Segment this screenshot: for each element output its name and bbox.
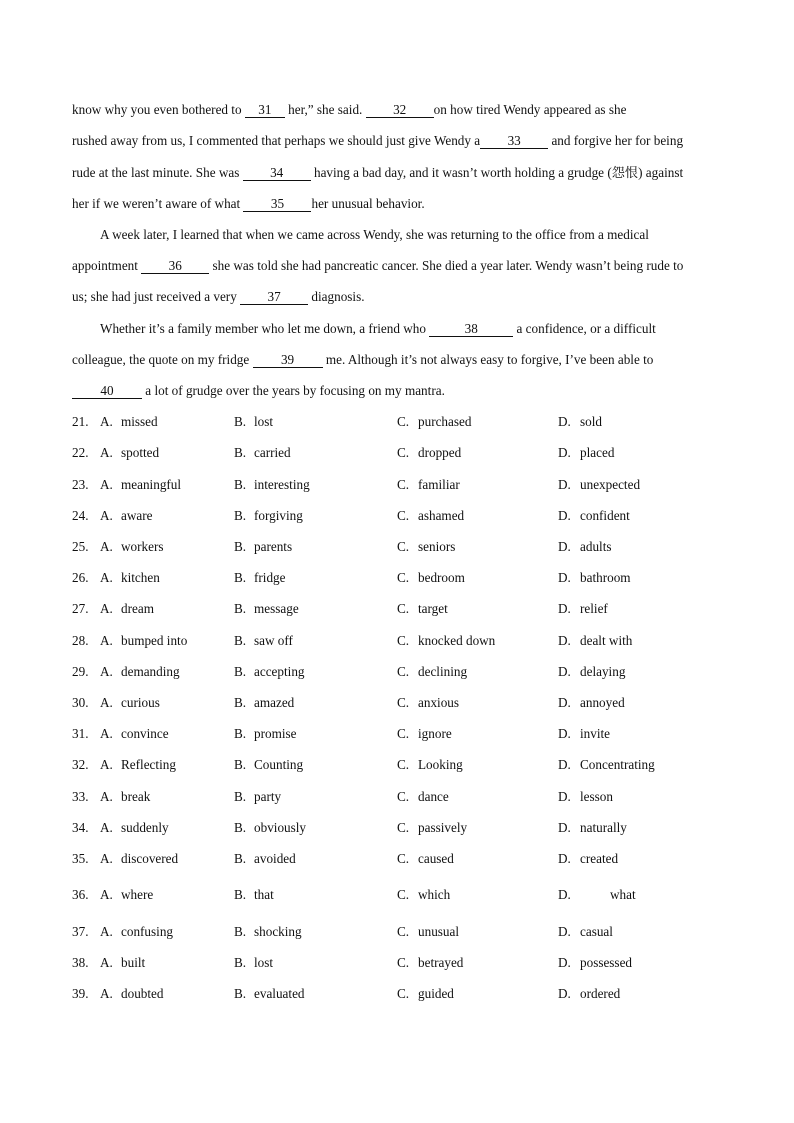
question-row [72,601,752,617]
option-a: kitchen [121,570,160,585]
option-b: that [254,887,274,902]
passage-text: rude at the last minute. She was [72,165,243,180]
option-letter-c: C. [397,757,410,772]
option-a: meaningful [121,477,182,492]
option-letter-a: A. [100,570,113,585]
option-letter-b: B. [234,414,247,429]
option-letter-d: D. [558,887,571,902]
option-letter-d: D. [558,570,571,585]
passage-line [72,102,626,118]
option-letter-b: B. [234,726,247,741]
option-letter-a: A. [100,601,113,616]
blank-37: 37 [240,290,308,305]
passage-text: me. Although it’s not always easy to forgive, I’ve been able to [322,352,654,367]
question-number: 36. [72,887,89,902]
option-d: relief [580,601,608,616]
option-c: target [418,601,448,616]
option-letter-c: C. [397,955,410,970]
option-letter-a: A. [100,757,113,772]
option-letter-d: D. [558,445,571,460]
option-letter-b: B. [234,445,247,460]
option-letter-d: D. [558,633,571,648]
question-number: 33. [72,789,89,804]
option-a: missed [121,414,158,429]
option-letter-a: A. [100,477,113,492]
passage-text: having a bad day, and it wasn’t worth holding a grudge (怨恨) against [310,165,684,180]
option-letter-b: B. [234,695,247,710]
option-letter-d: D. [558,477,571,492]
option-letter-a: A. [100,924,113,939]
option-letter-b: B. [234,851,247,866]
option-a: bumped into [121,633,188,648]
passage-text: her,” she said. [284,102,366,117]
question-row [72,539,752,555]
option-b: party [254,789,282,804]
option-letter-b: B. [234,955,247,970]
option-d: naturally [580,820,627,835]
blank-40: 40 [72,384,142,399]
option-b: evaluated [254,986,305,1001]
option-d: annoyed [580,695,625,710]
option-letter-d: D. [558,924,571,939]
option-a: discovered [121,851,179,866]
option-a: Reflecting [121,757,176,772]
option-a: convince [121,726,169,741]
question-row [72,955,752,971]
question-row [72,851,752,867]
option-letter-b: B. [234,539,247,554]
option-a: spotted [121,445,160,460]
option-letter-a: A. [100,986,113,1001]
option-letter-d: D. [558,820,571,835]
question-number: 35. [72,851,89,866]
passage-text: and forgive her for being [548,133,684,148]
question-row [72,633,752,649]
option-b: shocking [254,924,302,939]
option-d: ordered [580,986,621,1001]
option-letter-c: C. [397,570,410,585]
option-letter-c: C. [397,633,410,648]
option-a: aware [121,508,153,523]
option-letter-c: C. [397,445,410,460]
blank-39: 39 [253,353,323,368]
option-c: betrayed [418,955,464,970]
option-c: unusual [418,924,460,939]
option-letter-c: C. [397,601,410,616]
option-letter-a: A. [100,445,113,460]
option-letter-b: B. [234,986,247,1001]
passage-text: diagnosis. [308,289,365,304]
option-letter-a: A. [100,789,113,804]
option-d: invite [580,726,611,741]
blank-32: 32 [366,103,434,118]
question-row [72,820,752,836]
option-b: obviously [254,820,307,835]
passage-text: she was told she had pancreatic cancer. She died a year later. Wendy wasn’t being rude to [209,258,684,273]
passage-text: rushed away from us, I commented that perhaps we should just give Wendy a [72,133,481,148]
option-letter-d: D. [558,986,571,1001]
option-letter-a: A. [100,820,113,835]
option-b: forgiving [254,508,303,523]
option-letter-d: D. [558,695,571,710]
option-letter-c: C. [397,414,410,429]
option-c: Looking [418,757,463,772]
option-letter-c: C. [397,726,410,741]
option-b: carried [254,445,291,460]
option-letter-c: C. [397,789,410,804]
option-letter-c: C. [397,986,410,1001]
option-letter-d: D. [558,789,571,804]
question-number: 24. [72,508,89,523]
option-letter-a: A. [100,695,113,710]
passage-line [100,227,649,243]
question-row [72,887,752,903]
passage-line [100,321,656,337]
blank-33: 33 [480,134,548,149]
option-letter-b: B. [234,477,247,492]
option-letter-a: A. [100,508,113,523]
option-d: dealt with [580,633,633,648]
option-letter-c: C. [397,820,410,835]
option-b: message [254,601,299,616]
question-row [72,477,752,493]
option-letter-a: A. [100,726,113,741]
option-d: what [610,887,636,902]
blank-36: 36 [141,259,209,274]
option-c: anxious [418,695,460,710]
passage-line [72,383,445,399]
option-d: adults [580,539,612,554]
question-number: 39. [72,986,89,1001]
option-letter-a: A. [100,887,113,902]
passage-text: her if we weren’t aware of what [72,196,244,211]
option-c: which [418,887,451,902]
question-row [72,726,752,742]
option-letter-b: B. [234,757,247,772]
option-letter-d: D. [558,539,571,554]
question-number: 29. [72,664,89,679]
question-number: 32. [72,757,89,772]
option-letter-c: C. [397,924,410,939]
option-letter-c: C. [397,477,410,492]
question-row [72,445,752,461]
option-letter-d: D. [558,851,571,866]
passage-line [72,165,683,181]
passage-text: a lot of grudge over the years by focusing on my mantra. [142,383,445,398]
option-a: dream [121,601,154,616]
blank-38: 38 [429,322,513,337]
question-number: 25. [72,539,89,554]
option-letter-b: B. [234,924,247,939]
option-d: casual [580,924,613,939]
option-d: lesson [580,789,613,804]
option-c: guided [418,986,454,1001]
option-c: dropped [418,445,462,460]
passage-line [72,196,425,212]
option-letter-d: D. [558,757,571,772]
option-letter-c: C. [397,508,410,523]
option-a: built [121,955,146,970]
question-number: 21. [72,414,89,429]
passage-line [72,133,683,149]
option-letter-b: B. [234,633,247,648]
option-c: passively [418,820,468,835]
option-letter-d: D. [558,955,571,970]
option-letter-d: D. [558,508,571,523]
option-c: declining [418,664,468,679]
option-d: sold [580,414,602,429]
option-b: Counting [254,757,304,772]
option-d: placed [580,445,615,460]
passage-line [72,352,653,368]
option-letter-c: C. [397,695,410,710]
passage-text: appointment [72,258,142,273]
option-b: accepting [254,664,305,679]
question-row [72,757,752,773]
option-letter-d: D. [558,726,571,741]
question-number: 26. [72,570,89,585]
passage-text: a confidence, or a difficult [513,321,656,336]
option-letter-d: D. [558,664,571,679]
question-number: 28. [72,633,89,648]
question-number: 31. [72,726,89,741]
blank-35: 35 [243,197,311,212]
question-number: 34. [72,820,89,835]
question-number: 23. [72,477,89,492]
option-letter-b: B. [234,508,247,523]
option-a: workers [121,539,164,554]
option-b: interesting [254,477,310,492]
option-letter-c: C. [397,887,410,902]
question-row [72,695,752,711]
option-d: delaying [580,664,626,679]
option-d: Concentrating [580,757,655,772]
option-d: unexpected [580,477,641,492]
option-letter-c: C. [397,664,410,679]
question-row [72,664,752,680]
option-letter-d: D. [558,414,571,429]
question-number: 37. [72,924,89,939]
question-row [72,924,752,940]
option-c: caused [418,851,454,866]
option-d: confident [580,508,630,523]
blank-31: 31 [245,103,285,118]
option-letter-b: B. [234,601,247,616]
option-a: doubted [121,986,164,1001]
question-row [72,570,752,586]
passage-text: colleague, the quote on my fridge [72,352,253,367]
option-b: saw off [254,633,293,648]
option-a: suddenly [121,820,169,835]
option-a: demanding [121,664,180,679]
option-letter-a: A. [100,633,113,648]
option-letter-b: B. [234,820,247,835]
option-letter-a: A. [100,664,113,679]
passage-line [72,258,683,274]
option-letter-b: B. [234,789,247,804]
option-c: purchased [418,414,472,429]
option-c: ignore [418,726,452,741]
option-b: promise [254,726,297,741]
passage-text: Whether it’s a family member who let me down, a friend who [100,321,430,336]
option-a: confusing [121,924,174,939]
passage-text: on how tired Wendy appeared as she [433,102,627,117]
question-row [72,508,752,524]
question-number: 30. [72,695,89,710]
option-a: curious [121,695,160,710]
option-c: knocked down [418,633,496,648]
option-letter-a: A. [100,539,113,554]
option-letter-c: C. [397,851,410,866]
question-row [72,986,752,1002]
option-a: where [121,887,154,902]
question-number: 38. [72,955,89,970]
option-letter-a: A. [100,414,113,429]
question-row [72,789,752,805]
option-d: created [580,851,619,866]
option-b: avoided [254,851,296,866]
option-d: bathroom [580,570,631,585]
option-d: possessed [580,955,633,970]
option-letter-a: A. [100,851,113,866]
passage-text: A week later, I learned that when we came across Wendy, she was returning to the office from a medical [100,227,649,242]
question-row [72,414,752,430]
option-letter-b: B. [234,887,247,902]
option-b: lost [254,955,274,970]
option-c: seniors [418,539,456,554]
option-c: dance [418,789,449,804]
passage-line [72,289,365,305]
option-b: fridge [254,570,286,585]
blank-34: 34 [243,166,311,181]
option-b: lost [254,414,274,429]
passage-text: us; she had just received a very [72,289,241,304]
passage-text: know why you even bothered to [72,102,245,117]
passage-text: her unusual behavior. [311,196,425,211]
option-c: familiar [418,477,460,492]
option-b: amazed [254,695,295,710]
option-b: parents [254,539,293,554]
question-number: 27. [72,601,89,616]
option-letter-a: A. [100,955,113,970]
option-letter-b: B. [234,664,247,679]
option-c: ashamed [418,508,465,523]
option-c: bedroom [418,570,465,585]
option-a: break [121,789,151,804]
question-number: 22. [72,445,89,460]
option-letter-c: C. [397,539,410,554]
option-letter-b: B. [234,570,247,585]
option-letter-d: D. [558,601,571,616]
